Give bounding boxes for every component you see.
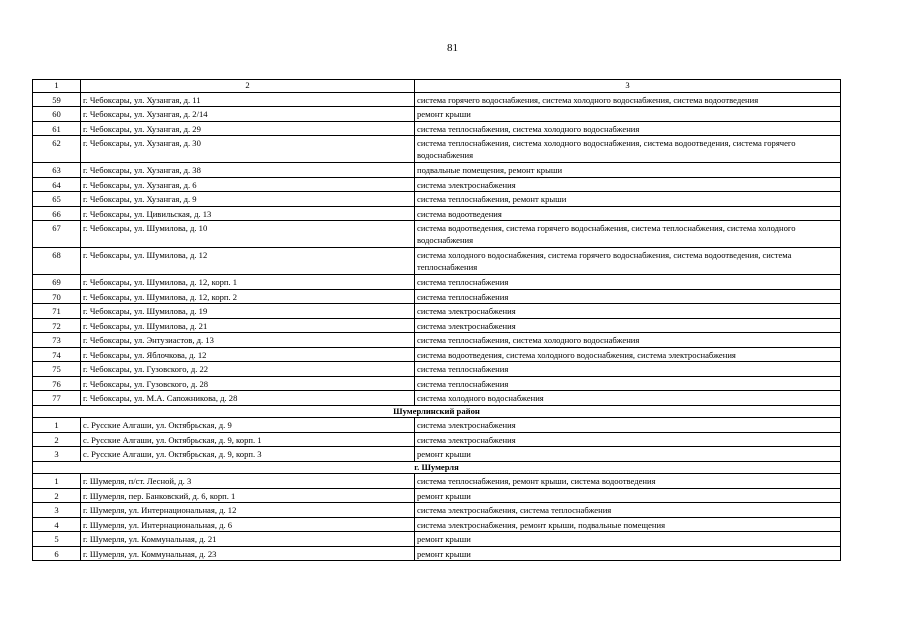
table-row [33, 92, 841, 107]
column-header-1: 1 [33, 80, 81, 93]
row-systems: система электроснабжения [415, 177, 841, 192]
row-systems: система водоотведения, система горячего водоснабжения, система теплоснабжения, система холодного водоснабжения [415, 221, 841, 248]
row-systems: система теплоснабжения [415, 376, 841, 391]
section-title: г. Шумерля [33, 461, 841, 474]
repair-table-body [33, 80, 841, 561]
row-systems: система теплоснабжения, система холодного водоснабжения [415, 121, 841, 136]
table-row [33, 488, 841, 503]
row-systems: система электроснабжения [415, 432, 841, 447]
row-address: г. Чебоксары, ул. Хузангая, д. 30 [81, 136, 415, 163]
table-row [33, 177, 841, 192]
section-title: Шумерлинский район [33, 405, 841, 418]
row-systems: система электроснабжения [415, 418, 841, 433]
row-number: 71 [33, 304, 81, 319]
row-number: 76 [33, 376, 81, 391]
table-row [33, 121, 841, 136]
row-systems: ремонт крыши [415, 107, 841, 122]
row-address: г. Шумерля, ул. Интернациональная, д. 6 [81, 517, 415, 532]
table-row [33, 248, 841, 275]
row-address: г. Чебоксары, ул. Шумилова, д. 19 [81, 304, 415, 319]
row-address: г. Чебоксары, ул. Шумилова, д. 10 [81, 221, 415, 248]
table-row [33, 333, 841, 348]
table-row [33, 474, 841, 489]
row-number: 66 [33, 206, 81, 221]
row-address: г. Шумерля, п/ст. Лесной, д. 3 [81, 474, 415, 489]
row-systems: ремонт крыши [415, 546, 841, 561]
row-address: г. Чебоксары, ул. Хузангая, д. 38 [81, 163, 415, 178]
row-systems: система водоотведения, система холодного водоснабжения, система электроснабжения [415, 347, 841, 362]
row-number: 63 [33, 163, 81, 178]
row-systems: ремонт крыши [415, 532, 841, 547]
row-number: 2 [33, 488, 81, 503]
row-number: 64 [33, 177, 81, 192]
table-row [33, 418, 841, 433]
row-systems: система электроснабжения, система теплоснабжения [415, 503, 841, 518]
row-number: 3 [33, 447, 81, 462]
row-address: г. Шумерля, ул. Коммунальная, д. 21 [81, 532, 415, 547]
page-number: 81 [447, 42, 458, 54]
row-number: 62 [33, 136, 81, 163]
table-row [33, 206, 841, 221]
row-systems: ремонт крыши [415, 447, 841, 462]
column-header-3: 3 [415, 80, 841, 93]
row-systems: система теплоснабжения, ремонт крыши [415, 192, 841, 207]
row-systems: система холодного водоснабжения, система горячего водоснабжения, система водоотведения, система теплоснабжения [415, 248, 841, 275]
table-row [33, 532, 841, 547]
row-systems: система горячего водоснабжения, система холодного водоснабжения, система водоотведения [415, 92, 841, 107]
row-systems: система теплоснабжения [415, 289, 841, 304]
row-systems: система теплоснабжения [415, 275, 841, 290]
row-number: 74 [33, 347, 81, 362]
table-row [33, 304, 841, 319]
row-address: г. Чебоксары, ул. Гузовского, д. 28 [81, 376, 415, 391]
row-address: г. Чебоксары, ул. М.А. Сапожникова, д. 28 [81, 391, 415, 406]
row-address: г. Чебоксары, ул. Яблочкова, д. 12 [81, 347, 415, 362]
table-row [33, 192, 841, 207]
row-number: 2 [33, 432, 81, 447]
table-row [33, 289, 841, 304]
row-address: г. Чебоксары, ул. Шумилова, д. 12 [81, 248, 415, 275]
table-row [33, 362, 841, 377]
row-address: г. Чебоксары, ул. Хузангая, д. 9 [81, 192, 415, 207]
row-systems: система теплоснабжения [415, 362, 841, 377]
table-row [33, 432, 841, 447]
row-systems: система холодного водоснабжения [415, 391, 841, 406]
row-number: 59 [33, 92, 81, 107]
row-number: 68 [33, 248, 81, 275]
row-address: г. Чебоксары, ул. Хузангая, д. 2/14 [81, 107, 415, 122]
row-address: г. Чебоксары, ул. Шумилова, д. 21 [81, 318, 415, 333]
row-number: 73 [33, 333, 81, 348]
row-number: 70 [33, 289, 81, 304]
row-number: 4 [33, 517, 81, 532]
row-address: г. Шумерля, ул. Интернациональная, д. 12 [81, 503, 415, 518]
row-number: 65 [33, 192, 81, 207]
table-row [33, 275, 841, 290]
column-header-2: 2 [81, 80, 415, 93]
row-number: 77 [33, 391, 81, 406]
row-number: 67 [33, 221, 81, 248]
table-row [33, 136, 841, 163]
table-row [33, 163, 841, 178]
row-systems: подвальные помещения, ремонт крыши [415, 163, 841, 178]
table-row [33, 107, 841, 122]
row-address: г. Чебоксары, ул. Хузангая, д. 6 [81, 177, 415, 192]
row-number: 72 [33, 318, 81, 333]
row-number: 61 [33, 121, 81, 136]
row-address: г. Чебоксары, ул. Хузангая, д. 11 [81, 92, 415, 107]
table-row [33, 447, 841, 462]
row-address: с. Русские Алгаши, ул. Октябрьская, д. 9 [81, 418, 415, 433]
row-number: 6 [33, 546, 81, 561]
row-address: г. Чебоксары, ул. Шумилова, д. 12, корп. 1 [81, 275, 415, 290]
row-systems: система электроснабжения [415, 304, 841, 319]
column-number-row [33, 80, 841, 93]
row-systems: система электроснабжения, ремонт крыши, подвальные помещения [415, 517, 841, 532]
row-systems: система теплоснабжения, система холодного водоснабжения, система водоотведения, система горячего водоснабжения [415, 136, 841, 163]
table-row [33, 546, 841, 561]
row-address: г. Чебоксары, ул. Шумилова, д. 12, корп. 2 [81, 289, 415, 304]
row-systems: система теплоснабжения, система холодного водоснабжения [415, 333, 841, 348]
table-row [33, 517, 841, 532]
row-address: с. Русские Алгаши, ул. Октябрьская, д. 9, корп. 3 [81, 447, 415, 462]
section-header-row [33, 461, 841, 474]
row-systems: система электроснабжения [415, 318, 841, 333]
row-address: г. Шумерля, ул. Коммунальная, д. 23 [81, 546, 415, 561]
table-row [33, 391, 841, 406]
row-number: 69 [33, 275, 81, 290]
table-row [33, 347, 841, 362]
table-row [33, 221, 841, 248]
row-address: г. Шумерля, пер. Банковский, д. 6, корп. 1 [81, 488, 415, 503]
row-number: 60 [33, 107, 81, 122]
row-systems: ремонт крыши [415, 488, 841, 503]
row-address: г. Чебоксары, ул. Энтузиастов, д. 13 [81, 333, 415, 348]
row-address: с. Русские Алгаши, ул. Октябрьская, д. 9, корп. 1 [81, 432, 415, 447]
repair-table [32, 79, 841, 561]
section-header-row [33, 405, 841, 418]
table-row [33, 318, 841, 333]
table-row [33, 503, 841, 518]
row-address: г. Чебоксары, ул. Гузовского, д. 22 [81, 362, 415, 377]
row-systems: система водоотведения [415, 206, 841, 221]
row-address: г. Чебоксары, ул. Цивильская, д. 13 [81, 206, 415, 221]
table-row [33, 376, 841, 391]
row-number: 1 [33, 474, 81, 489]
row-number: 1 [33, 418, 81, 433]
row-systems: система теплоснабжения, ремонт крыши, система водоотведения [415, 474, 841, 489]
row-number: 75 [33, 362, 81, 377]
row-number: 5 [33, 532, 81, 547]
row-address: г. Чебоксары, ул. Хузангая, д. 29 [81, 121, 415, 136]
row-number: 3 [33, 503, 81, 518]
